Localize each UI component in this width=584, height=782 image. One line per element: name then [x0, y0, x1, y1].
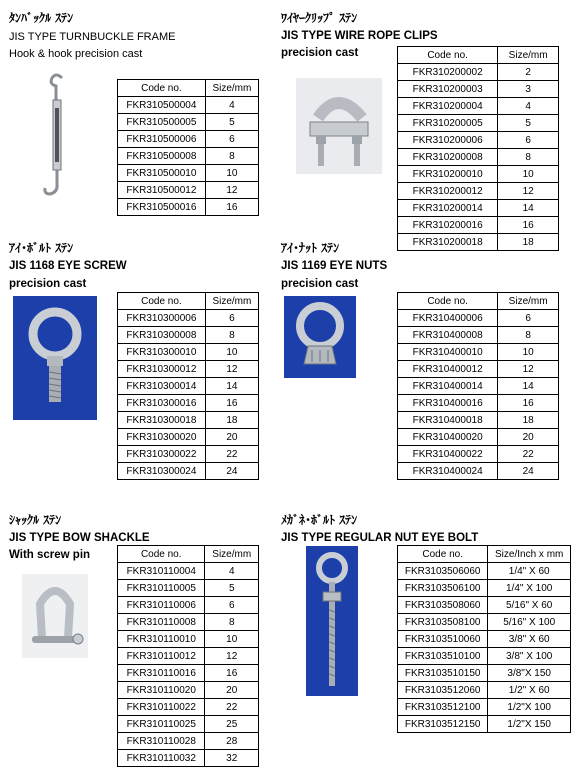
size-cell: 5: [498, 115, 559, 132]
table-row: [118, 327, 259, 344]
size-cell: 20: [498, 429, 559, 446]
size-cell: 8: [205, 327, 258, 344]
code-cell: FKR310500016: [118, 199, 206, 216]
code-cell: FKR3103512150: [398, 716, 488, 733]
code-cell: FKR310110006: [118, 597, 205, 614]
eyenut-title: JIS 1169 EYE NUTS: [281, 260, 388, 272]
table-row: [118, 665, 259, 682]
code-cell: FKR3103508060: [398, 597, 488, 614]
size-cell: 16: [205, 665, 259, 682]
code-cell: FKR310300012: [118, 361, 206, 378]
code-cell: FKR310110004: [118, 563, 205, 580]
table-row: [398, 361, 559, 378]
code-cell: FKR310300014: [118, 378, 206, 395]
size-cell: 14: [498, 200, 559, 217]
size-cell: 6: [205, 131, 258, 148]
table-row: [398, 446, 559, 463]
table-row: [118, 648, 259, 665]
column-header-size: Size/mm: [498, 47, 559, 64]
size-cell: 16: [498, 217, 559, 234]
size-cell: 25: [205, 716, 259, 733]
code-cell: FKR310200010: [398, 166, 498, 183]
code-cell: FKR310200018: [398, 234, 498, 251]
table-row: [118, 131, 259, 148]
code-cell: FKR310200006: [398, 132, 498, 149]
code-cell: FKR310110012: [118, 648, 205, 665]
table-row: [118, 750, 259, 767]
table-row: [118, 614, 259, 631]
code-cell: FKR310400006: [398, 310, 498, 327]
size-cell: 1/2"X 100: [488, 699, 571, 716]
eyenut-section: [281, 240, 387, 292]
code-cell: FKR310110025: [118, 716, 205, 733]
eyescrew-subtitle: precision cast: [9, 278, 87, 290]
size-cell: 1/2" X 60: [488, 682, 571, 699]
eyebolt-section: [281, 512, 478, 546]
size-cell: 6: [205, 310, 258, 327]
eyebolt-jp-title: ﾒｶﾞﾈ･ﾎﾞﾙﾄ ｽﾃﾝ: [281, 513, 358, 527]
eyescrew-jp-title: ｱｲ･ﾎﾞﾙﾄ ｽﾃﾝ: [9, 241, 74, 255]
size-cell: 18: [498, 234, 559, 251]
size-cell: 8: [205, 614, 259, 631]
code-cell: FKR310500004: [118, 97, 206, 114]
code-cell: FKR310500012: [118, 182, 206, 199]
table-row: [398, 378, 559, 395]
table-row: [398, 115, 559, 132]
code-cell: FKR310400020: [398, 429, 498, 446]
table-row: [398, 395, 559, 412]
column-header-size: Size/mm: [205, 80, 258, 97]
table-row: [398, 166, 559, 183]
table-row: [118, 631, 259, 648]
shackle-image: [22, 574, 88, 658]
eyebolt-table: [397, 545, 571, 733]
size-cell: 4: [205, 97, 258, 114]
size-cell: 12: [498, 361, 559, 378]
column-header-size: Size/mm: [498, 293, 559, 310]
table-row: [398, 200, 559, 217]
table-row: [398, 699, 571, 716]
column-header-size: Size/mm: [205, 293, 258, 310]
size-cell: 12: [205, 648, 259, 665]
code-cell: FKR310110005: [118, 580, 205, 597]
size-cell: 5/16" X 60: [488, 597, 571, 614]
size-cell: 22: [205, 699, 259, 716]
code-cell: FKR310300008: [118, 327, 206, 344]
size-cell: 20: [205, 429, 258, 446]
code-cell: FKR310500006: [118, 131, 206, 148]
size-cell: 1/2"X 150: [488, 716, 571, 733]
table-row: [398, 463, 559, 480]
table-row: [118, 463, 259, 480]
table-row: [118, 412, 259, 429]
table-row: [118, 699, 259, 716]
size-cell: 24: [498, 463, 559, 480]
code-cell: FKR310110016: [118, 665, 205, 682]
size-cell: 32: [205, 750, 259, 767]
code-cell: FKR310500005: [118, 114, 206, 131]
eyescrew-image: [13, 296, 97, 420]
code-cell: FKR310200016: [398, 217, 498, 234]
table-row: [398, 132, 559, 149]
table-row: [398, 310, 559, 327]
code-cell: FKR310300020: [118, 429, 206, 446]
table-row: [398, 183, 559, 200]
size-cell: 6: [498, 132, 559, 149]
turnbuckle-jp-title: ﾀﾝﾊﾞｯｸﾙ ｽﾃﾝ: [9, 11, 74, 25]
size-cell: 16: [205, 395, 258, 412]
code-cell: FKR310500008: [118, 148, 206, 165]
code-cell: FKR310200008: [398, 149, 498, 166]
size-cell: 10: [498, 166, 559, 183]
table-row: [118, 114, 259, 131]
shackle-title: JIS TYPE BOW SHACKLE: [9, 532, 150, 544]
code-cell: FKR310200014: [398, 200, 498, 217]
table-row: [398, 217, 559, 234]
size-cell: 8: [498, 327, 559, 344]
table-row: [398, 563, 571, 580]
code-cell: FKR3103510100: [398, 648, 488, 665]
table-row: [398, 614, 571, 631]
table-row: [398, 81, 559, 98]
table-row: [118, 429, 259, 446]
code-cell: FKR3103510150: [398, 665, 488, 682]
table-row: [118, 199, 259, 216]
column-header-code: Code no.: [398, 47, 498, 64]
turnbuckle-subtitle: Hook & hook precision cast: [9, 48, 143, 60]
size-cell: 20: [205, 682, 259, 699]
size-cell: 14: [205, 378, 258, 395]
code-cell: FKR310200012: [398, 183, 498, 200]
code-cell: FKR310300006: [118, 310, 206, 327]
size-cell: 3/8" X 60: [488, 631, 571, 648]
table-row: [118, 361, 259, 378]
code-cell: FKR3103506100: [398, 580, 488, 597]
size-cell: 4: [205, 563, 259, 580]
code-cell: FKR310300022: [118, 446, 206, 463]
code-cell: FKR3103510060: [398, 631, 488, 648]
size-cell: 10: [205, 165, 258, 182]
column-header-code: Code no.: [118, 546, 205, 563]
table-row: [118, 395, 259, 412]
code-cell: FKR310400022: [398, 446, 498, 463]
code-cell: FKR310300018: [118, 412, 206, 429]
size-cell: 22: [205, 446, 258, 463]
column-header-code: Code no.: [398, 546, 488, 563]
size-cell: 10: [205, 631, 259, 648]
code-cell: FKR310400016: [398, 395, 498, 412]
eyescrew-table: [117, 292, 259, 480]
eyenut-table: [397, 292, 559, 480]
column-header-code: Code no.: [118, 80, 206, 97]
size-cell: 16: [205, 199, 258, 216]
size-cell: 1/4" X 60: [488, 563, 571, 580]
code-cell: FKR3103506060: [398, 563, 488, 580]
table-row: [118, 97, 259, 114]
table-row: [118, 563, 259, 580]
column-header-code: Code no.: [398, 293, 498, 310]
table-row: [118, 165, 259, 182]
shackle-jp-title: ｼｬｯｸﾙ ｽﾃﾝ: [9, 513, 62, 527]
size-cell: 14: [498, 378, 559, 395]
table-row: [398, 412, 559, 429]
code-cell: FKR310300024: [118, 463, 206, 480]
table-row: [398, 665, 571, 682]
table-row: [118, 310, 259, 327]
code-cell: FKR310200005: [398, 115, 498, 132]
table-row: [398, 580, 571, 597]
table-row: [398, 98, 559, 115]
turnbuckle-table: [117, 79, 259, 216]
code-cell: FKR3103512060: [398, 682, 488, 699]
code-cell: FKR310500010: [118, 165, 206, 182]
turnbuckle-image: [38, 70, 76, 200]
size-cell: 10: [498, 344, 559, 361]
table-row: [118, 597, 259, 614]
code-cell: FKR310200002: [398, 64, 498, 81]
eyebolt-title: JIS TYPE REGULAR NUT EYE BOLT: [281, 532, 479, 544]
table-row: [118, 682, 259, 699]
code-cell: FKR310200003: [398, 81, 498, 98]
size-cell: 24: [205, 463, 258, 480]
table-row: [118, 580, 259, 597]
eyescrew-section: [9, 240, 127, 292]
eyenut-image: [284, 296, 356, 378]
size-cell: 12: [498, 183, 559, 200]
size-cell: 1/4" X 100: [488, 580, 571, 597]
turnbuckle-title: JIS TYPE TURNBUCKLE FRAME: [9, 31, 176, 43]
table-row: [398, 64, 559, 81]
wireclip-table: [397, 46, 559, 251]
size-cell: 3/8" X 100: [488, 648, 571, 665]
size-cell: 8: [205, 148, 258, 165]
code-cell: FKR310300016: [118, 395, 206, 412]
size-cell: 28: [205, 733, 259, 750]
table-row: [118, 733, 259, 750]
eyenut-subtitle: precision cast: [281, 278, 359, 290]
code-cell: FKR310110032: [118, 750, 205, 767]
code-cell: FKR310400008: [398, 327, 498, 344]
code-cell: FKR310400010: [398, 344, 498, 361]
code-cell: FKR310400018: [398, 412, 498, 429]
size-cell: 12: [205, 361, 258, 378]
code-cell: FKR310400012: [398, 361, 498, 378]
size-cell: 18: [498, 412, 559, 429]
size-cell: 6: [498, 310, 559, 327]
code-cell: FKR310400024: [398, 463, 498, 480]
table-row: [398, 149, 559, 166]
size-cell: 22: [498, 446, 559, 463]
table-row: [398, 344, 559, 361]
wireclip-subtitle: precision cast: [281, 47, 359, 59]
size-cell: 12: [205, 182, 258, 199]
table-row: [118, 148, 259, 165]
code-cell: FKR310400014: [398, 378, 498, 395]
wireclip-image: [296, 78, 382, 174]
size-cell: 8: [498, 149, 559, 166]
size-cell: 5: [205, 580, 259, 597]
size-cell: 5/16" X 100: [488, 614, 571, 631]
column-header-size: Size/mm: [205, 546, 259, 563]
column-header-code: Code no.: [118, 293, 206, 310]
size-cell: 6: [205, 597, 259, 614]
table-row: [398, 631, 571, 648]
code-cell: FKR310110022: [118, 699, 205, 716]
size-cell: 16: [498, 395, 559, 412]
size-cell: 5: [205, 114, 258, 131]
table-row: [118, 446, 259, 463]
size-cell: 10: [205, 344, 258, 361]
table-row: [118, 182, 259, 199]
size-cell: 4: [498, 98, 559, 115]
table-row: [118, 378, 259, 395]
table-row: [118, 716, 259, 733]
eyebolt-image: [306, 546, 358, 696]
code-cell: FKR3103512100: [398, 699, 488, 716]
table-row: [398, 716, 571, 733]
eyenut-jp-title: ｱｲ･ﾅｯﾄ ｽﾃﾝ: [281, 241, 340, 255]
code-cell: FKR310300010: [118, 344, 206, 361]
code-cell: FKR310110008: [118, 614, 205, 631]
table-row: [398, 234, 559, 251]
table-row: [398, 597, 571, 614]
table-row: [398, 648, 571, 665]
size-cell: 2: [498, 64, 559, 81]
code-cell: FKR3103508100: [398, 614, 488, 631]
wireclip-jp-title: ﾜｲﾔｰｸﾘｯﾌﾟ ｽﾃﾝ: [281, 11, 358, 25]
table-row: [398, 327, 559, 344]
code-cell: FKR310110010: [118, 631, 205, 648]
turnbuckle-section: [9, 10, 175, 61]
table-row: [118, 344, 259, 361]
table-row: [398, 682, 571, 699]
size-cell: 3: [498, 81, 559, 98]
shackle-subtitle: With screw pin: [9, 549, 91, 561]
eyescrew-title: JIS 1168 EYE SCREW: [9, 260, 127, 272]
code-cell: FKR310200004: [398, 98, 498, 115]
code-cell: FKR310110020: [118, 682, 205, 699]
table-row: [398, 429, 559, 446]
size-cell: 18: [205, 412, 258, 429]
wireclip-title: JIS TYPE WIRE ROPE CLIPS: [281, 30, 438, 42]
code-cell: FKR310110028: [118, 733, 205, 750]
size-cell: 3/8"X 150: [488, 665, 571, 682]
column-header-size: Size/Inch x mm: [488, 546, 571, 563]
shackle-table: [117, 545, 259, 767]
